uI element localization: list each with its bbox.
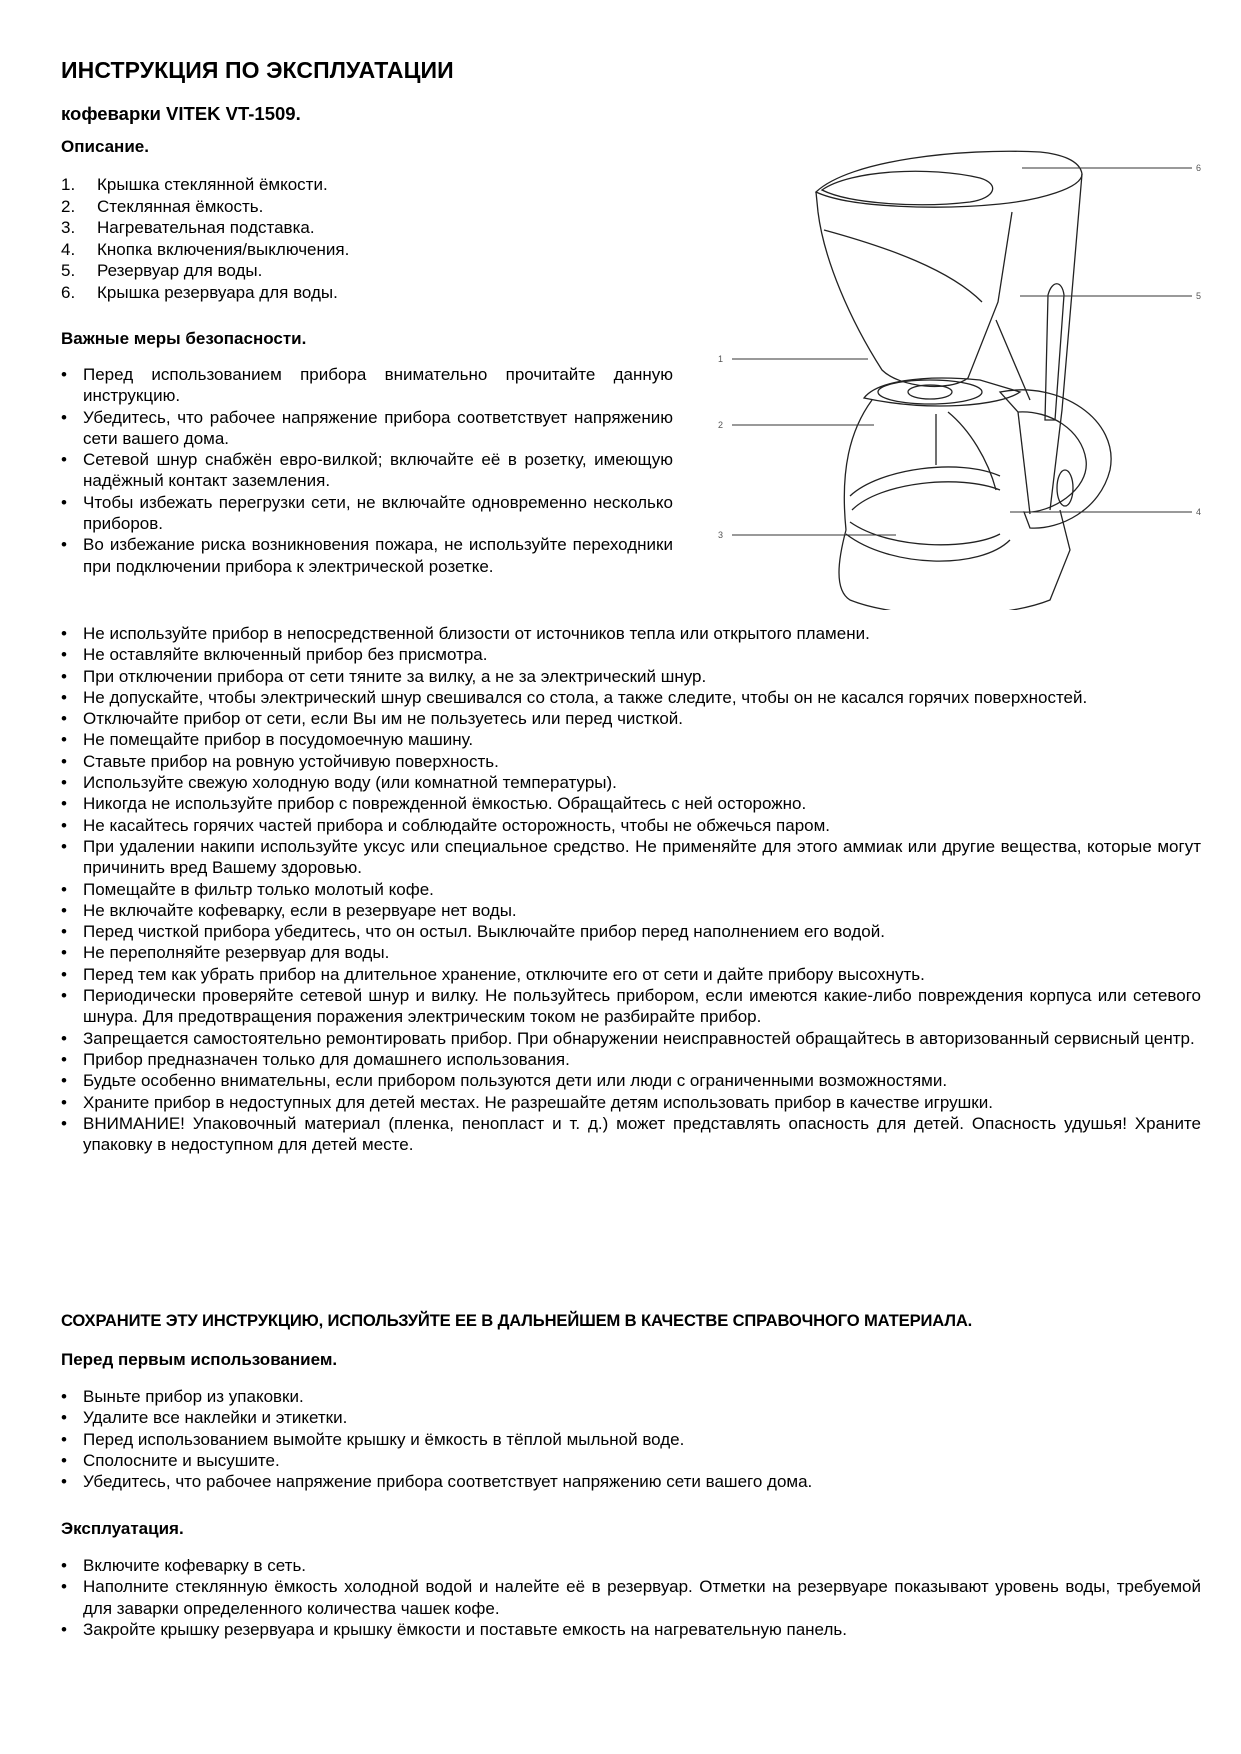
callout-number-4: 4 [1196,507,1202,517]
safety-list-item [61,1070,1201,1091]
operation-list [61,1555,1201,1640]
list-item-text: Используйте свежую холодную воду (или комнатной температуры). [83,773,617,793]
parts-list [61,174,349,303]
bullet-icon: • [61,1450,67,1470]
bullet-icon: • [61,1092,67,1112]
bullet-icon: • [61,1556,67,1575]
parts-list-item: 5. Резервуар для воды. [61,261,263,280]
safety-list-item [61,1092,1201,1113]
list-item-text: Никогда не используйте прибор с поврежденной ёмкостью. Обращайтесь с ней осторожно. [83,794,807,814]
list-item-text: Закройте крышку резервуара и крышку ёмкости и поставьте емкость на нагревательную панель. [83,1619,847,1639]
list-item-text: Запрещается самостоятельно ремонтировать прибор. При обнаружении неисправностей обращайтесь в авторизованный сервисный центр. [83,1028,1195,1048]
list-item-text: Включите кофеварку в сеть. [83,1556,307,1575]
bullet-icon: • [61,407,67,427]
list-item-text: При удалении накипи используйте уксус или специальное средство. Не применяйте для этого аммиак или другие вещества, которые могут причинить вред Вашему здоровью. [83,836,1201,878]
list-item-text: Перед использованием вымойте крышку и ёмкость в тёплой мыльной воде. [83,1429,685,1449]
safety-list-item [61,1028,1201,1049]
filter-basket-shape [816,192,1012,386]
list-item-text: Отключайте прибор от сети, если Вы им не пользуетесь или перед чисткой. [83,709,684,729]
bullet-icon: • [61,836,67,856]
water-window-shape [1045,284,1064,420]
first-use-heading: Перед первым использованием. [61,1350,338,1369]
carafe-left-wall [844,400,872,530]
parts-list-item: 2. Стеклянная ёмкость. [61,196,264,216]
bullet-icon: • [61,815,67,835]
list-item-text: Убедитесь, что рабочее напряжение прибора соответствует напряжению сети вашего дома. [83,407,673,448]
safety-list-item [61,623,1201,644]
safety-list-item [61,449,673,492]
list-item-text: Выньте прибор из упаковки. [83,1387,304,1406]
bullet-icon: • [61,450,67,470]
filter-band-shape [824,230,982,302]
list-item-text: Не касайтесь горячих частей прибора и соблюдайте осторожность, чтобы не обжечься паром. [83,815,831,835]
safety-list-item [61,751,1201,772]
safety-list-item [61,534,673,577]
parts-list-item: 3. Нагревательная подставка. [61,218,315,237]
list-item-text: Ставьте прибор на ровную устойчивую поверхность. [83,751,499,771]
carafe-band-1 [850,467,1000,496]
bullet-icon: • [61,794,67,814]
safety-list-item [61,772,1201,793]
list-item-text: Во избежание риска возникновения пожара, не используйте переходники при подключении прибора к электрической розетке. [83,535,673,576]
operation-list-item [61,1555,1201,1576]
safety-list-item [61,492,673,535]
safety-list-item [61,793,1201,814]
first-use-list-item [61,1386,1201,1407]
bullet-icon: • [61,492,67,512]
list-item-text: Перед тем как убрать прибор на длительное хранение, отключите его от сети и дайте прибору высохнуть. [83,964,925,984]
handle-inner-line [1018,412,1030,514]
list-item-text: Периодически проверяйте сетевой шнур и вилку. Не пользуйтесь прибором, если имеются какие-либо повреждения корпуса или сетевого шнура. Для предотвращения поражения электрическим током не разбирайте прибор. [83,986,1201,1027]
safety-list-item [61,942,1201,963]
safety-list-item [61,985,1201,1028]
callout-number-1: 1 [718,354,724,364]
power-switch-shape [1057,470,1073,506]
bullet-icon: • [61,1049,67,1069]
list-item-text: Помещайте в фильтр только молотый кофе. [83,879,434,899]
bullet-icon: • [61,535,67,555]
bullet-icon: • [61,1619,67,1639]
safety-list-item [61,364,673,407]
carafe-rim-shape [864,378,1020,406]
safety-list-wide [61,623,1201,1155]
list-item-text: Не переполняйте резервуар для воды. [83,943,390,963]
reservoir-lid-shape [816,151,1082,207]
list-item-text: Удалите все наклейки и этикетки. [83,1408,348,1428]
save-notice: СОХРАНИТЕ ЭТУ ИНСТРУКЦИЮ, ИСПОЛЬЗУЙТЕ ЕЕ В ДАЛЬНЕЙШЕМ В КАЧЕСТВЕ СПРАВОЧНОГО МАТЕРИАЛА. [61,1311,973,1330]
bullet-icon: • [61,365,67,384]
safety-list-item [61,708,1201,729]
first-use-list-item [61,1429,1201,1450]
safety-list-narrow [61,364,673,577]
list-item-text: Не помещайте прибор в посудомоечную машину. [83,730,474,750]
list-item-text: Сетевой шнур снабжён евро-вилкой; включайте её в розетку, имеющую надёжный контакт заземления. [83,450,673,491]
bullet-icon: • [61,773,67,793]
first-use-list-item [61,1450,1201,1471]
bullet-icon: • [61,1028,67,1048]
bullet-icon: • [61,922,67,942]
carafe-lid-shape [878,380,982,404]
list-item-text: Будьте особенно внимательны, если прибором пользуются дети или люди с ограниченными возможностями. [83,1071,948,1091]
operation-list-item [61,1576,1201,1619]
description-heading: Описание. [61,137,149,156]
first-use-list-item [61,1407,1201,1428]
list-item-text: ВНИМАНИЕ! Упаковочный материал (пленка, пенопласт и т. д.) может представлять опасность для детей. Опасность удушья! Храните упаковку в недоступном для детей месте. [83,1113,1201,1155]
safety-list-item [61,1049,1201,1070]
safety-list-item [61,921,1201,942]
document-title: ИНСТРУКЦИЯ ПО ЭКСПЛУАТАЦИИ [61,57,454,83]
safety-list-item [61,1113,1201,1156]
list-item-text: Не допускайте, чтобы электрический шнур свешивался со стола, а также следите, чтобы он не касался горячих поверхностей. [83,687,1088,707]
safety-list-item [61,644,1201,665]
carafe-band-2 [852,482,1000,510]
list-item-text: Убедитесь, что рабочее напряжение прибора соответствует напряжению сети вашего дома. [83,1472,813,1492]
safety-list-item [61,900,1201,921]
safety-list-item [61,815,1201,836]
callout-number-6: 6 [1196,163,1202,173]
list-item-text: При отключении прибора от сети тяните за вилку, а не за электрический шнур. [83,666,707,686]
bullet-icon: • [61,964,67,984]
bullet-icon: • [61,624,67,643]
carafe-band-3 [850,522,1000,545]
safety-list-item [61,836,1201,879]
reservoir-front-edge [996,320,1030,400]
carafe-inner-wall [948,412,996,490]
bullet-icon: • [61,879,67,899]
list-item-text: Чтобы избежать перегрузки сети, не включайте одновременно несколько приборов. [83,492,673,534]
bullet-icon: • [61,709,67,729]
carafe-band-4 [846,534,1010,561]
bullet-icon: • [61,1113,67,1133]
bullet-icon: • [61,1408,67,1428]
operation-list-item [61,1619,1201,1640]
callout-number-2: 2 [718,420,724,430]
list-item-text: Сполосните и высушите. [83,1450,280,1470]
bullet-icon: • [61,1429,67,1449]
parts-list-item: 4. Кнопка включения/выключения. [61,239,350,259]
safety-heading: Важные меры безопасности. [61,329,307,348]
coffee-maker-illustration [700,130,1220,610]
carafe-lid-knob [908,385,952,399]
operation-heading: Эксплуатация. [61,1519,184,1538]
bullet-icon: • [61,900,67,920]
list-item-text: Перед чисткой прибора убедитесь, что он остыл. Выключайте прибор перед наполнением его водой. [83,922,885,942]
list-item-text: Перед использованием прибора внимательно прочитайте данную инструкцию. [83,365,673,406]
callout-number-5: 5 [1196,291,1202,301]
list-item-text: Не включайте кофеварку, если в резервуаре нет воды. [83,900,517,920]
bullet-icon: • [61,1472,67,1492]
safety-list-item [61,407,673,450]
bullet-icon: • [61,943,67,963]
bullet-icon: • [61,687,67,707]
bullet-icon: • [61,751,67,771]
reservoir-wall-shape [1050,174,1082,510]
first-use-list-item [61,1471,1201,1492]
bullet-icon: • [61,1577,67,1597]
document-subtitle: кофеварки VITEK VT-1509. [61,103,301,124]
list-item-text: Прибор предназначен только для домашнего использования. [83,1049,570,1069]
list-item-text: Не оставляйте включенный прибор без присмотра. [83,645,488,665]
bullet-icon: • [61,645,67,665]
parts-list-item: 6. Крышка резервуара для воды. [61,282,338,302]
safety-list-item [61,729,1201,750]
parts-list-item: 1. Крышка стеклянной ёмкости. [61,175,328,194]
safety-list-item [61,687,1201,708]
callout-number-3: 3 [718,530,724,540]
bullet-icon: • [61,1071,67,1091]
bullet-icon: • [61,666,67,686]
bullet-icon: • [61,1387,67,1406]
list-item-text: Храните прибор в недоступных для детей местах. Не разрешайте детям использовать прибор в качестве игрушки. [83,1092,993,1112]
first-use-list [61,1386,1201,1492]
safety-list-item [61,964,1201,985]
safety-list-item [61,666,1201,687]
lid-opening-shape [822,171,993,204]
list-item-text: Наполните стеклянную ёмкость холодной водой и налейте её в резервуар. Отметки на резервуаре показывают уровень воды, требуемой для заварки определенного количества чашек кофе. [83,1577,1201,1618]
bullet-icon: • [61,986,67,1006]
list-item-text: Не используйте прибор в непосредственной близости от источников тепла или открытого пламени. [83,624,870,643]
safety-list-item [61,879,1201,900]
bullet-icon: • [61,730,67,750]
coffee-maker-drawing [700,130,1220,610]
